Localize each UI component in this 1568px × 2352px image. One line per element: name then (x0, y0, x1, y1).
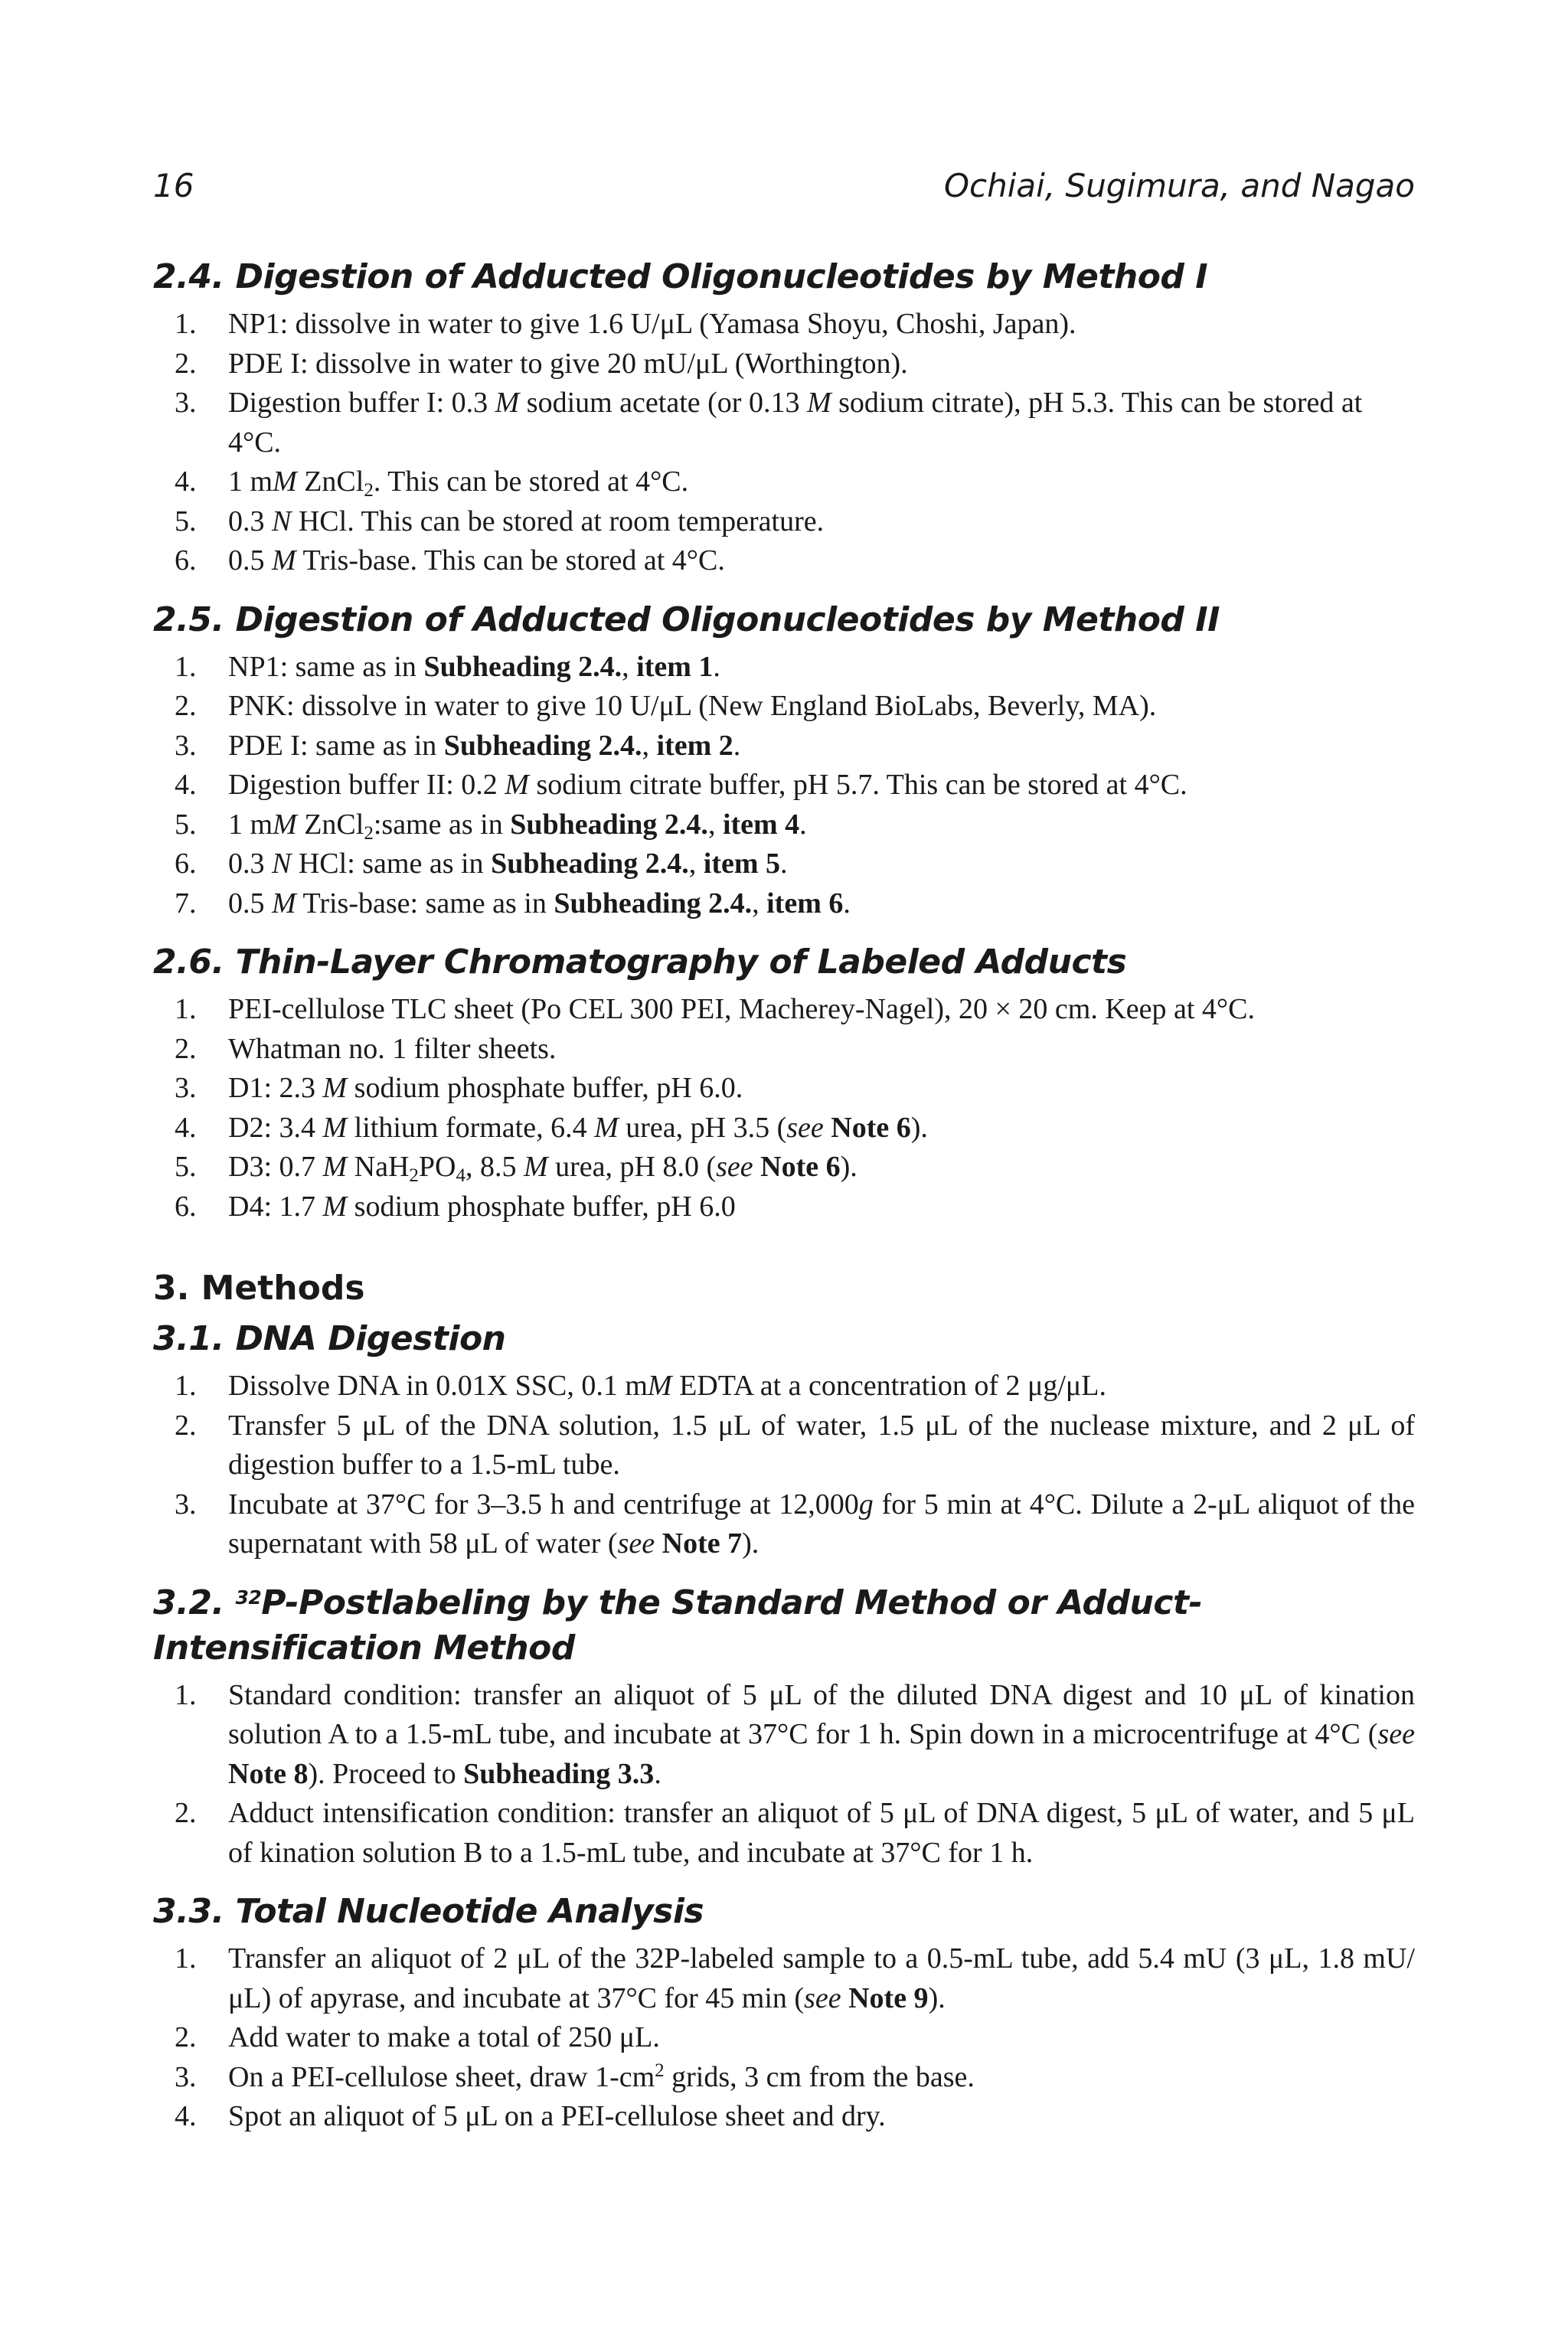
list-2-4 (153, 305, 1415, 581)
subheading-3-2: 3.2. $^{32}$P-Postlabeling by the Standard Method or Adduct-Intensification Method (153, 1583, 1203, 1668)
list-item: 6. 0.3 N HCl: same as in Subheading 2.4., item 5. (175, 848, 788, 880)
list-item: 2. Adduct intensification condition: transfer an aliquot of 5 μL of DNA digest, 5 μL of water, and 5 μL of kination solution B to a 1.5-mL tube, and incubate at 37°C for 1 h. (175, 1797, 1415, 1869)
list-item: 5. 0.3 N HCl. This can be stored at room temperature. (175, 505, 825, 537)
running-head-authors: Ochiai, Sugimura, and Nagao (943, 167, 1415, 204)
list-item: 3. PDE I: same as in Subheading 2.4., item 2. (175, 729, 741, 762)
list-item: 1. Dissolve DNA in 0.01X SSC, 0.1 mM EDTA at a concentration of 2 μg/μL. (175, 1370, 1106, 1402)
list-item: 1. NP1: same as in Subheading 2.4., item 1. (175, 650, 720, 683)
list-item: 3. Incubate at 37°C for 3–3.5 h and centrifuge at 12,000g for 5 min at 4°C. Dilute a 2-μL aliquot of the supernatant with 58 μL of water (see Note 7). (175, 1488, 1415, 1560)
list-item: 4. 1 mM ZnCl$_2$. This can be stored at 4°C. (175, 466, 689, 501)
subheading-2-4: 2.4. Digestion of Adducted Oligonucleotides by Method I (153, 257, 1208, 296)
list-item: 5. 1 mM ZnCl$_2$:same as in Subheading 2.4., item 4. (175, 808, 807, 844)
list-item: 3. Digestion buffer I: 0.3 M sodium acetate (or 0.13 M sodium citrate), pH 5.3. This can be stored at 4°C. (175, 387, 1363, 459)
list-3-1 (153, 1367, 1415, 1564)
list-3-3 (153, 1939, 1415, 2137)
running-head (153, 167, 1415, 213)
list-item: 4. D2: 3.4 M lithium formate, 6.4 M urea, pH 3.5 (see Note 6). (175, 1111, 928, 1144)
list-item: 4. Spot an aliquot of 5 μL on a PEI-cellulose sheet and dry. (175, 2100, 886, 2132)
subheading-2-5: 2.5. Digestion of Adducted Oligonucleotides by Method II (153, 599, 1220, 639)
list-item: 7. 0.5 M Tris-base: same as in Subheading 2.4., item 6. (175, 887, 851, 920)
subheading-3-3: 3.3. Total Nucleotide Analysis (153, 1892, 704, 1931)
list-item: 2. Add water to make a total of 250 μL. (175, 2021, 660, 2053)
list-item: 2. Transfer 5 μL of the DNA solution, 1.5 μL of water, 1.5 μL of the nuclease mixture, and 2 μL of digestion buffer to a 1.5-mL tube. (175, 1409, 1415, 1481)
subheading-3-1: 3.1. DNA Digestion (153, 1319, 506, 1358)
list-item: 2. PNK: dissolve in water to give 10 U/μL (New England BioLabs, Beverly, MA). (175, 690, 1157, 722)
page-body (153, 254, 1415, 2137)
list-item: 1. PEI-cellulose TLC sheet (Po CEL 300 PEI, Macherey-Nagel), 20 × 20 cm. Keep at 4°C. (175, 993, 1255, 1025)
list-item: 4. Digestion buffer II: 0.2 M sodium citrate buffer, pH 5.7. This can be stored at 4°C. (175, 769, 1187, 801)
list-item: 2. PDE I: dissolve in water to give 20 mU/μL (Worthington). (175, 347, 908, 380)
list-item: 2. Whatman no. 1 filter sheets. (175, 1032, 557, 1065)
list-item: 3. On a PEI-cellulose sheet, draw $1-cm^2$ grids, 3 cm from the base. (175, 2060, 975, 2093)
list-item: 1. Standard condition: transfer an aliquot of 5 μL of the diluted DNA digest and 10 μL of kination solution A to a 1.5-mL tube, and incubate at 37°C for 1 h. Spin down in a microcentrifuge at 4°C (see Note 8). Proceed to Subheading 3.3. (175, 1678, 1415, 1790)
list-item: 6. D4: 1.7 M sodium phosphate buffer, pH 6.0 (175, 1190, 736, 1223)
list-item: 1. Transfer an aliquot of 2 μL of the 32P-labeled sample to a 0.5-mL tube, add 5.4 mU (3 μL, 1.8 mU/μL) of apyrase, and incubate at 37°C for 45 min (see Note 9). (175, 1942, 1415, 2014)
page-number: 16 (153, 167, 194, 204)
list-item: 3. D1: 2.3 M sodium phosphate buffer, pH 6.0. (175, 1072, 743, 1104)
list-2-6 (153, 990, 1415, 1227)
list-item: 1. NP1: dissolve in water to give 1.6 U/μL (Yamasa Shoyu, Choshi, Japan). (175, 308, 1076, 340)
section-heading-methods: 3. Methods (153, 1269, 365, 1308)
list-item: 6. 0.5 M Tris-base. This can be stored at 4°C. (175, 544, 725, 577)
list-3-2 (153, 1676, 1415, 1873)
list-2-5 (153, 648, 1415, 924)
list-item: 5. D3: 0.7 M $NaH_2PO_4$, 8.5 M urea, pH 8.0 (see Note 6). (175, 1151, 858, 1186)
subheading-2-6: 2.6. Thin-Layer Chromatography of Labeled Adducts (153, 942, 1127, 982)
